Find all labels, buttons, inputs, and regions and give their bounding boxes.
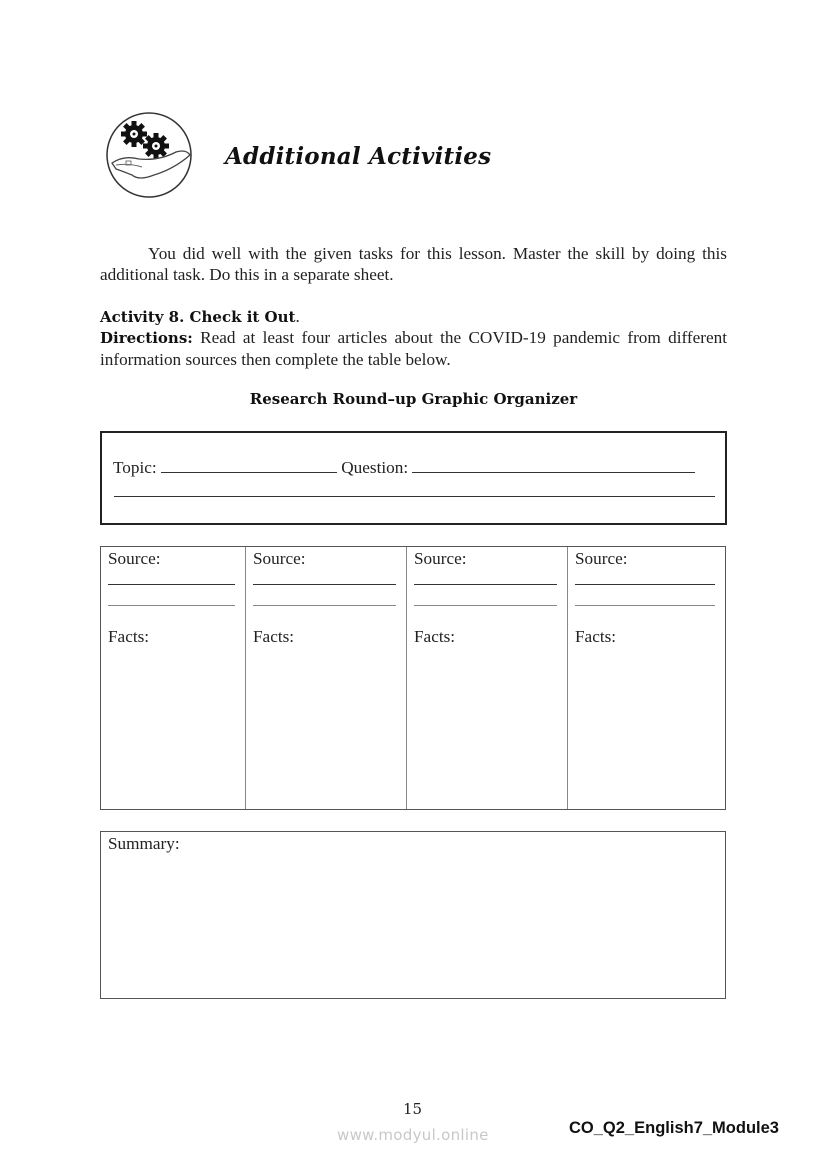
sources-table <box>100 546 726 810</box>
source-blank[interactable] <box>108 584 235 585</box>
question-label: Question: <box>341 458 409 477</box>
directions-text: Read at least four articles about the COVID-19 pandemic from different information sources then complete the table below. <box>100 328 727 369</box>
activity-heading: Activity 8. Check it Out. <box>100 307 300 326</box>
question-blank-line-2[interactable] <box>114 496 715 497</box>
source-blank[interactable] <box>253 605 396 606</box>
source-column <box>101 547 246 809</box>
source-label: Source: <box>414 549 467 568</box>
organizer-title: Research Round–up Graphic Organizer <box>249 390 578 408</box>
intro-text: You did well with the given tasks for this lesson. Master the skill by doing this additional task. Do this in a separate sheet. <box>100 244 727 284</box>
source-column <box>246 547 407 809</box>
question-blank[interactable] <box>412 458 695 473</box>
source-blank[interactable] <box>414 584 557 585</box>
page-number: 15 <box>403 1100 423 1118</box>
directions-label: Directions: <box>100 329 193 347</box>
facts-label: Facts: <box>253 627 295 646</box>
facts-label: Facts: <box>108 627 150 646</box>
topic-label: Topic: <box>113 458 157 477</box>
source-blank[interactable] <box>575 584 715 585</box>
source-label: Source: <box>253 549 306 568</box>
topic-blank[interactable] <box>161 458 337 473</box>
module-code: CO_Q2_English7_Module3 <box>569 1119 779 1137</box>
source-column <box>568 547 725 809</box>
facts-label: Facts: <box>414 627 456 646</box>
summary-box[interactable] <box>100 831 726 999</box>
source-blank[interactable] <box>108 605 235 606</box>
source-blank[interactable] <box>414 605 557 606</box>
source-label: Source: <box>575 549 628 568</box>
source-column <box>407 547 568 809</box>
topic-question-box <box>100 431 727 525</box>
source-label: Source: <box>108 549 161 568</box>
facts-label: Facts: <box>575 627 617 646</box>
source-blank[interactable] <box>575 605 715 606</box>
summary-label: Summary: <box>108 834 180 853</box>
activity-title: Activity 8. Check it Out <box>100 308 296 326</box>
intro-paragraph <box>100 243 727 285</box>
watermark: www.modyul.online <box>337 1126 489 1144</box>
section-title: Additional Activities <box>225 143 492 170</box>
gears-in-hand-icon <box>104 111 194 199</box>
source-blank[interactable] <box>253 584 396 585</box>
directions-paragraph <box>100 327 727 370</box>
